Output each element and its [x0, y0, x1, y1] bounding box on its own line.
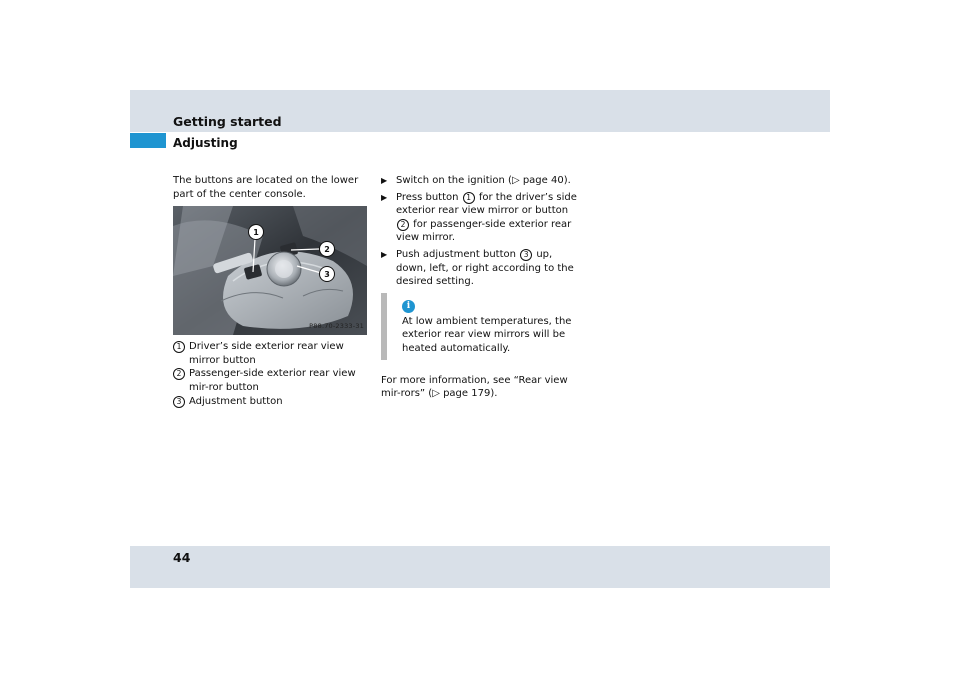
step-arrow-icon: ▶	[381, 192, 388, 202]
instruction-step	[381, 174, 581, 188]
chapter-title: Getting started	[173, 114, 282, 129]
callout-2	[320, 242, 335, 257]
inline-number: 2	[397, 219, 409, 231]
legend-item	[173, 367, 369, 394]
info-icon: i	[402, 300, 415, 313]
svg-text:3: 3	[324, 270, 330, 280]
legend-text: Driver’s side exterior rear view mirror button	[189, 341, 344, 366]
note-text: At low ambient temperatures, the exterior rear view mirrors will be heated automatically.	[402, 315, 572, 354]
legend-number: 1	[173, 341, 185, 353]
step-text: Switch on the ignition (▷ page 40).	[396, 175, 571, 186]
center-console-photo	[173, 206, 367, 335]
callout-legend	[173, 340, 369, 408]
instruction-step	[381, 191, 581, 245]
photo-reference-code: P88.70-2333-31	[309, 321, 364, 330]
left-column	[173, 174, 369, 408]
legend-number: 2	[173, 368, 185, 380]
info-note	[381, 293, 581, 360]
step-arrow-icon: ▶	[381, 249, 388, 259]
footer-band	[130, 546, 830, 588]
page-reference-arrow-icon: ▷	[511, 175, 520, 186]
legend-item	[173, 395, 369, 409]
intro-text: The buttons are located on the lower part of the center console.	[173, 175, 359, 200]
legend-text: Passenger-side exterior rear view mir-ror button	[189, 368, 356, 393]
svg-text:1: 1	[253, 228, 259, 238]
step-text: Push adjustment button 3 up, down, left, or right according to the desired setting.	[396, 248, 574, 288]
legend-text: Adjustment button	[189, 395, 283, 407]
right-column	[381, 174, 581, 401]
legend-item	[173, 340, 369, 367]
instruction-step	[381, 248, 581, 289]
page-number: 44	[173, 550, 191, 565]
section-tab-marker	[130, 133, 166, 148]
inline-number: 3	[520, 249, 532, 261]
legend-number: 3	[173, 396, 185, 408]
callout-3	[320, 267, 335, 282]
section-title: Adjusting	[173, 136, 238, 150]
step-arrow-icon: ▶	[381, 176, 388, 185]
page-reference-arrow-icon: ▷	[432, 388, 440, 400]
more-information-text: For more information, see “Rear view mir-rors” (▷ page 179).	[381, 374, 568, 400]
inline-number: 1	[463, 192, 475, 204]
console-illustration	[173, 206, 367, 335]
step-text: Press button 1 for the driver’s side exterior rear view mirror or button 2 for passenger-side exterior rear view mirror.	[396, 191, 577, 244]
svg-text:2: 2	[324, 245, 330, 255]
callout-1	[249, 225, 264, 240]
